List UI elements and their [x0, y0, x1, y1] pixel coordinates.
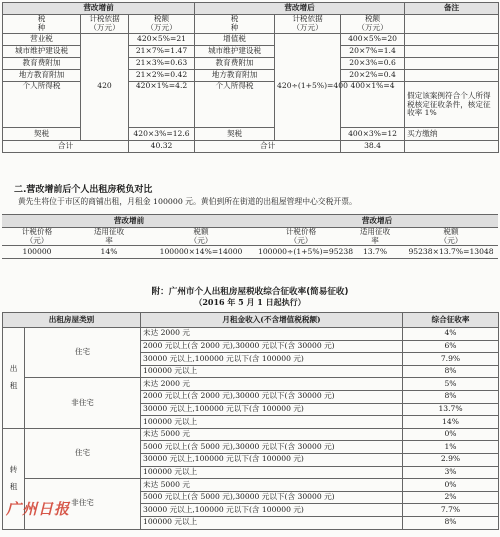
col-amount-after: 税额 （万元）: [341, 15, 405, 33]
header-before: 营改增前: [2, 215, 256, 228]
basis-after: 420÷(1+5%)=400: [275, 33, 341, 140]
note-deed-tax: 买方缴纳: [405, 128, 499, 140]
header-before: 营改增前: [3, 3, 195, 15]
table-row: 100000 元以上 3%: [3, 466, 499, 479]
section2-description: 黄先生将位于市区的商铺出租，月租金 100000 元。黄伯到所在街道的出租屋管理中心交税开票。: [18, 197, 357, 206]
col-basis-after: 计税依据 （万元）: [275, 15, 341, 33]
table-row: 非住宅 未达 5000 元 0%: [3, 479, 499, 492]
table-row: 100000 元以上 8%: [3, 516, 499, 529]
note-income-tax: 假定该案例符合个人所得税核定征收条件，核定征收率 1%: [405, 82, 499, 128]
table-row: 5000 元以上(含 5000 元),30000 元以下(含 30000 元) 2%: [3, 491, 499, 504]
subcategory-nonresidential: 非住宅: [25, 479, 141, 529]
subcategory-residential: 住宅: [25, 428, 141, 478]
table-row: 100000 元以上 8%: [3, 365, 499, 378]
section3-subtitle: （2016 年 5 月 1 日起执行）: [194, 297, 306, 307]
table-row: 出 租 住宅 未达 2000 元 4%: [3, 328, 499, 341]
tax-comparison-table: [2, 2, 499, 153]
total-before: 40.32: [129, 140, 195, 152]
table-row: 100000 元以上 14%: [3, 416, 499, 429]
category-sublet: 转 租: [3, 428, 25, 529]
table-row: 30000 元以上,100000 元以下(含 100000 元) 7.7%: [3, 504, 499, 517]
table-row: 非住宅 未达 2000 元 5%: [3, 378, 499, 391]
table-row: 2000 元以上(含 2000 元),30000 元以下(含 30000 元) 6%: [3, 340, 499, 353]
header-row: [3, 3, 499, 15]
header-after: 营改增后: [256, 215, 498, 228]
rental-rate-table: 出租房屋类别 月租金收入(不含增值税税额) 综合征收率 出 租 住宅 未达 2000 元 4% 2000 元以上(含 2000 元),30000 元以下(含 30000 元) 6% 30000 元以上,100000 元以下(含 100000 元) 7.9% 100000 元以上 8% 非住宅 未达 2000 元 5% 2000 元以上(含 2000 元),30000 元以下(含 30000 元) 8% 30000 元以上,100000 元以下(含 100000 元) 13.7% 100000 元以上 14% 转 租 住宅 未达 5000 元 0% 5000 元以上(含 5000 元),30000 元以下(含 30000 元) 1% 30000 元以上,100000 元以下(含 100000 元) 2.9% 100000 元以上 3% 非住宅 未达 5000 元 0% 5000 元以上(含 5000 元),30000 元以下(含 30000 元) 2% 30000 元以上,100000 元以下(含 100000 元) 7.7% 100000 元以上 8%: [2, 312, 499, 530]
watermark-logo: 广州日报: [6, 500, 71, 518]
table-row: 地方教育附加 21×2%=0.42 地方教育附加 20×2%=0.4: [3, 70, 499, 82]
column-header-row: [3, 15, 499, 33]
col-tax-type-after: 税 种: [195, 15, 275, 33]
subcategory-nonresidential: 非住宅: [25, 378, 141, 428]
col-amount: 税额 （万元）: [129, 15, 195, 33]
table-row: 30000 元以上,100000 元以下(含 100000 元) 2.9%: [3, 453, 499, 466]
category-rent: 出 租: [3, 328, 25, 429]
rental-tax-table: 营改增前 营改增后 计税价格 （元） 适用征收 率 税额 （元） 计税价格 （元） 适用征收 率 税额 （元） 100000 14% 100000×14%=14000 100000÷(1+5%)=95238 13.7% 95238×13.7%=13048: [2, 214, 498, 259]
table-row: 2000 元以上(含 2000 元),30000 元以下(含 30000 元) 8%: [3, 390, 499, 403]
table-row: 教育费附加 21×3%=0.63 教育费附加 20×3%=0.6: [3, 58, 499, 70]
header-note: 备注: [405, 3, 499, 15]
table-row: 转 租 住宅 未达 5000 元 0%: [3, 428, 499, 441]
col-tax-type: 税 种: [3, 15, 81, 33]
table-row: 30000 元以上,100000 元以下(含 100000 元) 7.9%: [3, 353, 499, 366]
subcategory-residential: 住宅: [25, 328, 141, 378]
col-basis: 计税依据 （万元）: [81, 15, 129, 33]
table-row: 5000 元以上(含 5000 元),30000 元以下(含 30000 元) 1%: [3, 441, 499, 454]
table-row: 30000 元以上,100000 元以下(含 100000 元) 13.7%: [3, 403, 499, 416]
table-row: 100000 14% 100000×14%=14000 100000÷(1+5%)=95238 13.7% 95238×13.7%=13048: [2, 246, 498, 259]
table-row: 城市维护建设税 21×7%=1.47 城市维护建设税 20×7%=1.4: [3, 45, 499, 57]
total-row: 合计 40.32 合计 38.4: [3, 140, 499, 152]
section2-title: 二.营改增前后个人出租房税负对比: [14, 185, 153, 195]
section3-title: 附：广州市个人出租房屋税收综合征收率(简易征收): [151, 287, 349, 297]
table-row: 营业税 420 420×5%=21 增值税 420÷(1+5%)=400 400×5%=20: [3, 33, 499, 45]
basis-before: 420: [81, 33, 129, 140]
total-after: 38.4: [341, 140, 405, 152]
table-row: 个人所得税 420×1%=4.2 个人所得税 400×1%=4 假定该案例符合个人所得税核定征收条件，核定征收率 1%: [3, 82, 499, 128]
header-after: 营改增后: [195, 3, 405, 15]
table-row: 契税 420×3%=12.6 契税 400×3%=12 买方缴纳: [3, 128, 499, 140]
